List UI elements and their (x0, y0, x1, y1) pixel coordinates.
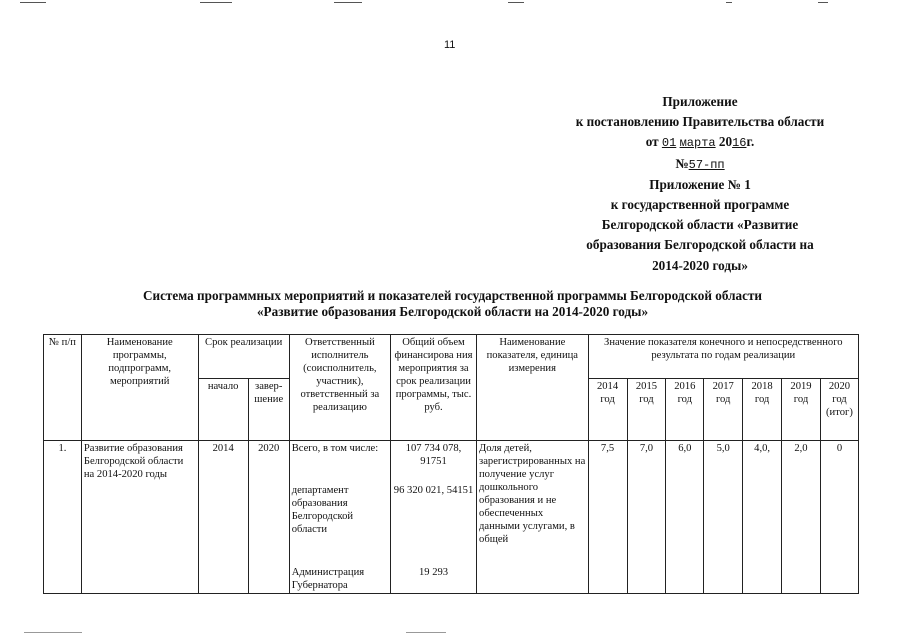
appendix-number (540, 154, 860, 175)
responsible-total: Всего, в том числе: (291, 443, 379, 454)
header-period: Срок реализации (198, 335, 289, 379)
header-financing: Общий объем финансирова ния мероприятия за срок реализации программы, тыс. руб. (391, 335, 477, 441)
table-row (44, 441, 859, 594)
program-line-4: 2014-2020 годы» (652, 257, 748, 273)
date-day: 01 (661, 136, 677, 151)
document-title (40, 288, 865, 320)
value-2015: 7,0 (627, 441, 666, 594)
row-responsible (289, 441, 390, 594)
row-end: 2020 (248, 441, 289, 594)
financing-administration: 19 293 (418, 567, 449, 578)
row-name: Развитие образования Белгородской области на 2014-2020 годы (81, 441, 198, 594)
number-prefix: № (675, 155, 689, 171)
program-table (43, 334, 859, 594)
scan-bottom-mark (406, 632, 446, 633)
document-title-line-2: «Развитие образования Белгородской области на 2014-2020 годы» (256, 304, 649, 319)
appendix-title: Приложение (662, 94, 738, 109)
row-financing (391, 441, 477, 594)
appendix-date (540, 132, 860, 153)
value-2020: 0 (820, 441, 858, 594)
program-line-1: к государственной программе (610, 197, 790, 213)
header-year-2017: 2017 год (704, 379, 743, 441)
financing-department: 96 320 021, 54151 (393, 485, 474, 496)
date-year-prefix: 20 (718, 134, 733, 150)
program-line-3: образования Белгородской области на (586, 237, 814, 253)
responsible-department: департамент образования Белгородской области (291, 485, 354, 535)
header-values-group: Значение показателя конечного и непосредственного результата по годам реализации (588, 335, 858, 379)
scan-bottom-mark (24, 632, 82, 633)
header-period-end: завер-шение (248, 379, 289, 441)
appendix-no: Приложение № 1 (649, 176, 751, 192)
row-start: 2014 (198, 441, 248, 594)
date-year-suffix: 16 (732, 136, 747, 151)
date-month: марта (679, 136, 716, 151)
header-year-2015: 2015 год (627, 379, 666, 441)
header-responsible: Ответственный исполнитель (соисполнитель, участник), ответственный за реализацию (289, 335, 390, 441)
document-title-line-1: Система программных мероприятий и показателей государственной программы Белгородской области (142, 288, 763, 303)
row-indicator: Доля детей, зарегистрированных на получение услуг дошкольного образования и не обеспеченных данными услугами, в общей (477, 441, 589, 594)
appendix-resolution: к постановлению Правительства области (575, 114, 825, 130)
date-year-end: г. (746, 134, 755, 150)
value-2019: 2,0 (782, 441, 821, 594)
header-name: Наименование программы, подпрограмм, мероприятий (81, 335, 198, 441)
header-year-2014: 2014 год (588, 379, 627, 441)
value-2017: 5,0 (704, 441, 743, 594)
header-year-2018: 2018 год (743, 379, 782, 441)
page-number: 11 (444, 39, 456, 51)
appendix-header (540, 92, 860, 276)
header-year-2019: 2019 год (782, 379, 821, 441)
date-prefix: от (645, 134, 659, 150)
header-year-2020: 2020 год (итог) (820, 379, 858, 441)
header-period-start: начало (198, 379, 248, 441)
value-2016: 6,0 (666, 441, 704, 594)
financing-total: 107 734 078, 91751 (405, 443, 462, 467)
value-2014: 7,5 (588, 441, 627, 594)
header-row-1 (44, 335, 859, 379)
number-value: 57-пп (688, 157, 725, 172)
responsible-administration: Администрация Губернатора (291, 567, 365, 591)
program-line-2: Белгородской области «Развитие (601, 217, 799, 233)
value-2018: 4,0, (743, 441, 782, 594)
row-num: 1. (44, 441, 82, 594)
header-num: № п/п (44, 335, 82, 441)
header-indicator: Наименование показателя, единица измерения (477, 335, 589, 441)
header-year-2016: 2016 год (666, 379, 704, 441)
